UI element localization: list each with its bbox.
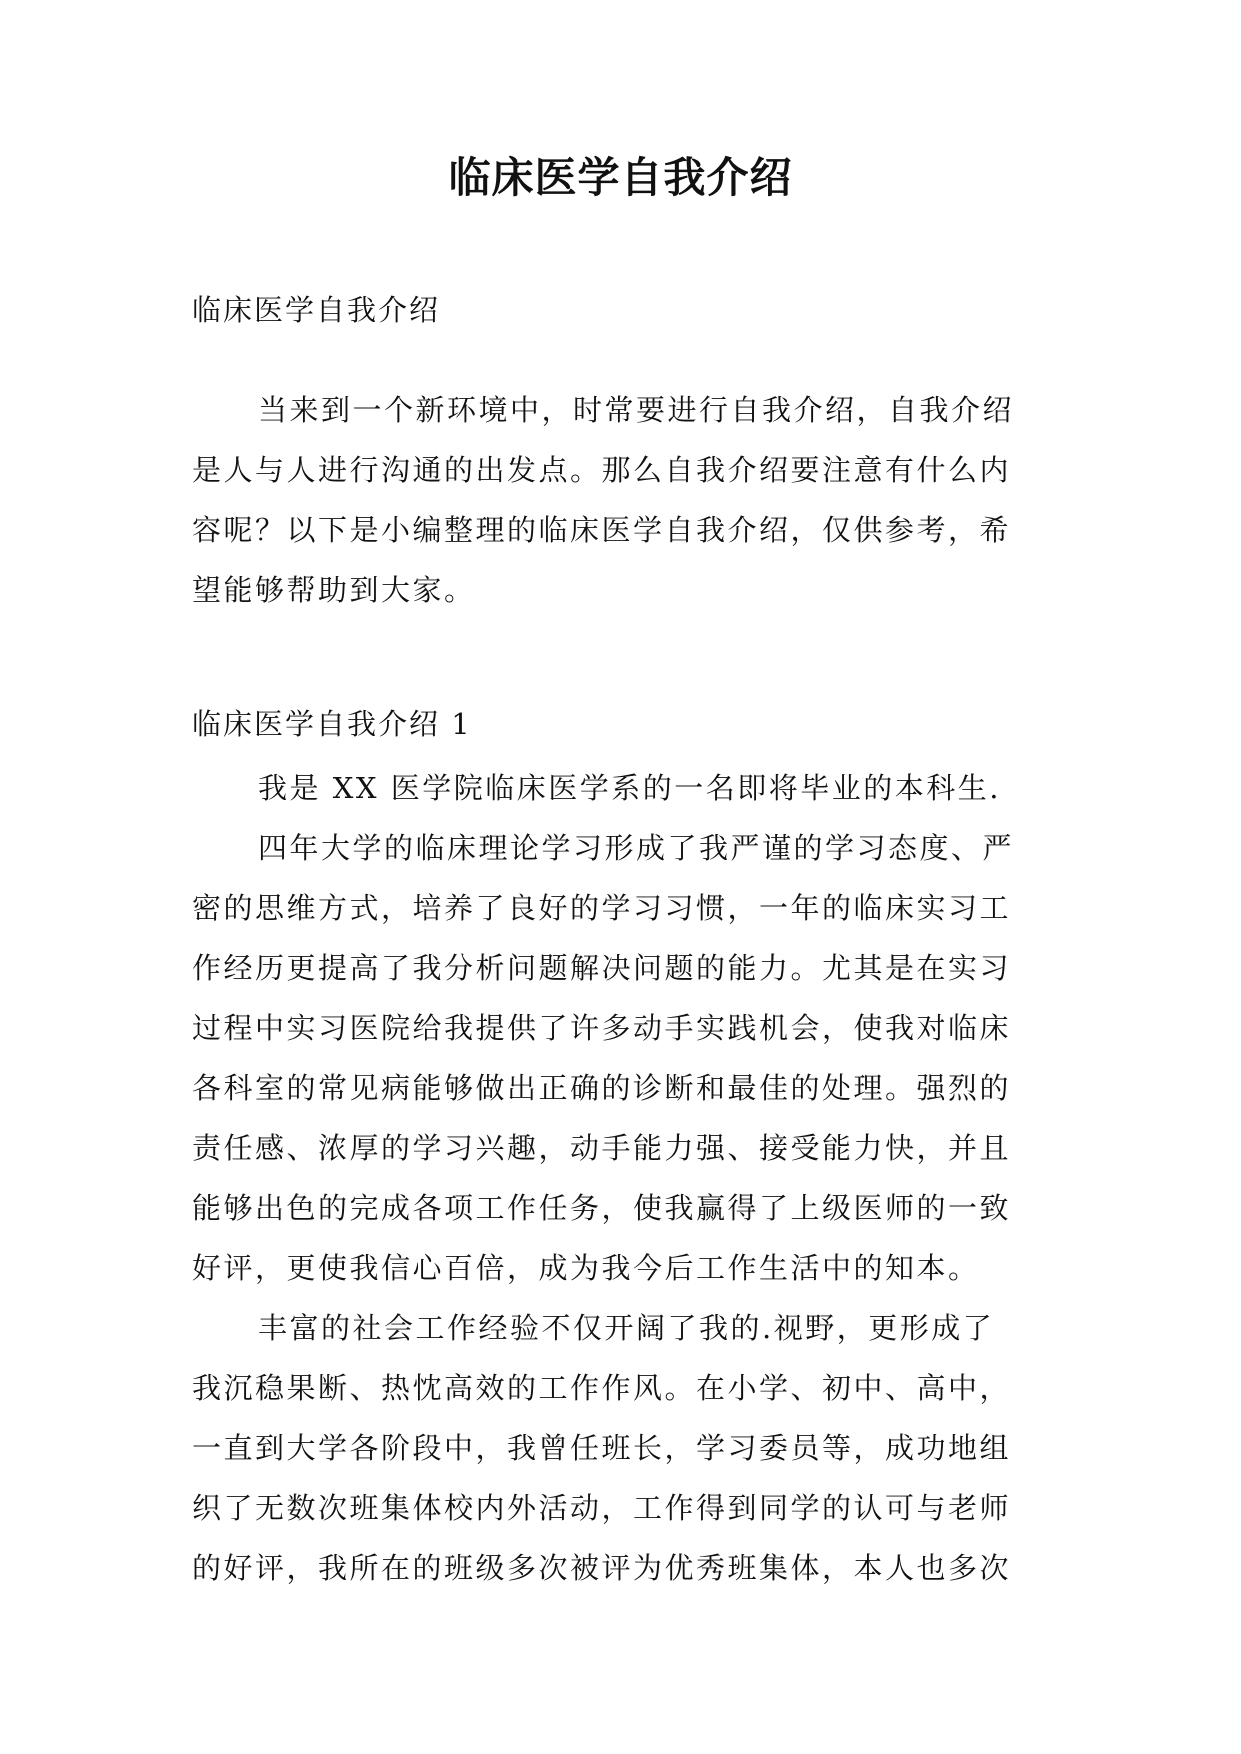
body-line: 我沉稳果断、热忱高效的工作作风。在小学、初中、高中，: [192, 1371, 1012, 1405]
body-line: 作经历更提高了我分析问题解决问题的能力。尤其是在实习: [192, 951, 1012, 985]
intro-line: 当来到一个新环境中，时常要进行自我介绍，自我介绍: [258, 393, 1015, 427]
document-subtitle: 临床医学自我介绍: [192, 293, 441, 327]
body-line: 责任感、浓厚的学习兴趣，动手能力强、接受能力快，并且: [192, 1131, 1012, 1165]
body-line: 四年大学的临床理论学习形成了我严谨的学习态度、严: [258, 831, 1015, 865]
intro-line: 望能够帮助到大家。: [192, 573, 476, 607]
intro-paragraph: [192, 380, 1052, 620]
body-line: 过程中实习医院给我提供了许多动手实践机会，使我对临床: [192, 1011, 1012, 1045]
body-line: 各科室的常见病能够做出正确的诊断和最佳的处理。强烈的: [192, 1071, 1012, 1105]
body-text: [192, 758, 1052, 1598]
section-heading: 临床医学自我介绍 1: [192, 707, 472, 741]
body-line: 的好评，我所在的班级多次被评为优秀班集体，本人也多次: [192, 1551, 1012, 1585]
intro-line: 是人与人进行沟通的出发点。那么自我介绍要注意有什么内: [192, 453, 1012, 487]
body-line: 能够出色的完成各项工作任务，使我赢得了上级医师的一致: [192, 1191, 1012, 1225]
body-line: 密的思维方式，培养了良好的学习习惯，一年的临床实习工: [192, 891, 1012, 925]
intro-line: 容呢？以下是小编整理的临床医学自我介绍，仅供参考，希: [192, 513, 1012, 547]
body-line: 我是 XX 医学院临床医学系的一名即将毕业的本科生.: [258, 771, 1001, 805]
document-title: 临床医学自我介绍: [448, 153, 793, 202]
body-line: 丰富的社会工作经验不仅开阔了我的.视野，更形成了: [258, 1311, 995, 1345]
body-line: 织了无数次班集体校内外活动，工作得到同学的认可与老师: [192, 1491, 1012, 1525]
body-line: 一直到大学各阶段中，我曾任班长，学习委员等，成功地组: [192, 1431, 1012, 1465]
body-line: 好评，更使我信心百倍，成为我今后工作生活中的知本。: [192, 1251, 980, 1285]
